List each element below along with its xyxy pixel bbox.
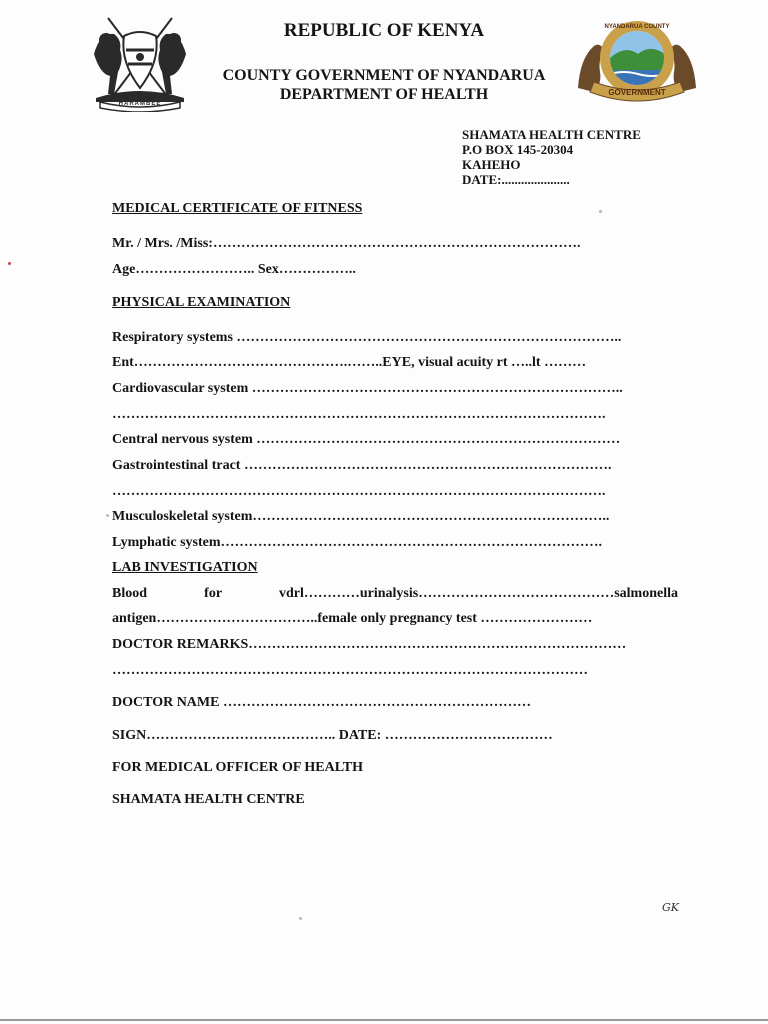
- cardiovascular-continuation-line: …………………………………………………………………………………………….: [112, 407, 606, 422]
- certificate-title: MEDICAL CERTIFICATE OF FITNESS: [112, 201, 363, 216]
- doctor-remarks-field-line: DOCTOR REMARKS………………………………………………………………………: [112, 637, 627, 652]
- antigen-pregnancy-field-line: antigen……………………………..female only pregnancy test ……………………: [112, 611, 593, 626]
- medical-officer-label: FOR MEDICAL OFFICER OF HEALTH: [112, 760, 363, 775]
- county-logo-banner-text: GOVERNMENT: [608, 88, 666, 97]
- scan-speck: [8, 262, 11, 265]
- nyandarua-county-logo: [572, 18, 702, 110]
- gastrointestinal-continuation-line: …………………………………………………………………………………………….: [112, 484, 606, 499]
- respiratory-field-line: Respiratory systems ………………………………………………………………………..: [112, 330, 622, 345]
- country-title: REPUBLIC OF KENYA: [283, 20, 485, 41]
- cns-field-line: Central nervous system ……………………………………………………………………: [112, 432, 621, 447]
- blood-tests-field-line: Blood for vdrl…………urinalysis……………………………………salmonella: [112, 586, 678, 601]
- musculoskeletal-field-line: Musculoskeletal system…………………………………………………………………..: [112, 509, 610, 524]
- address-line-date: DATE:.....................: [462, 172, 570, 187]
- address-line-po-box: P.O BOX 145-20304: [462, 142, 574, 157]
- lab-investigation-heading: LAB INVESTIGATION: [112, 560, 258, 575]
- ent-eye-field-line: Ent……………………………………….……..EYE, visual acuity rt …..lt ………: [112, 355, 587, 370]
- scan-speck: [599, 210, 602, 213]
- handwritten-initials: GK: [662, 901, 680, 914]
- physical-examination-heading: PHYSICAL EXAMINATION: [112, 295, 291, 310]
- scan-speck: [106, 514, 109, 517]
- scan-bottom-edge: [0, 1019, 768, 1021]
- facility-name-footer: SHAMATA HEALTH CENTRE: [112, 792, 305, 807]
- gastrointestinal-field-line: Gastrointestinal tract …………………………………………………………………….: [112, 458, 612, 473]
- name-field-line: Mr. / Mrs. /Miss:…………………………………………………………………….: [112, 236, 581, 251]
- address-line-facility: SHAMATA HEALTH CENTRE: [462, 127, 641, 142]
- lymphatic-field-line: Lymphatic system……………………………………………………………………….: [112, 535, 602, 550]
- county-logo-ring-text: NYANDARUA COUNTY: [604, 24, 670, 30]
- scan-speck: [299, 917, 302, 920]
- kenya-logo-banner-text: HARAMBEE: [118, 101, 162, 107]
- age-sex-field-line: Age…………………….. Sex……………..: [112, 262, 356, 277]
- doctor-name-field-line: DOCTOR NAME …………………………………………………………: [112, 695, 531, 710]
- doctor-remarks-continuation-line: …………………………………………………………………………………………: [112, 663, 588, 678]
- cardiovascular-field-line: Cardiovascular system ……………………………………………………………………..: [112, 381, 623, 396]
- sign-date-field-line: SIGN………………………………….. DATE: ………………………………: [112, 728, 553, 743]
- county-government-title: COUNTY GOVERNMENT OF NYANDARUA: [222, 67, 546, 84]
- address-line-town: KAHEHO: [462, 157, 521, 172]
- department-title: DEPARTMENT OF HEALTH: [279, 86, 489, 103]
